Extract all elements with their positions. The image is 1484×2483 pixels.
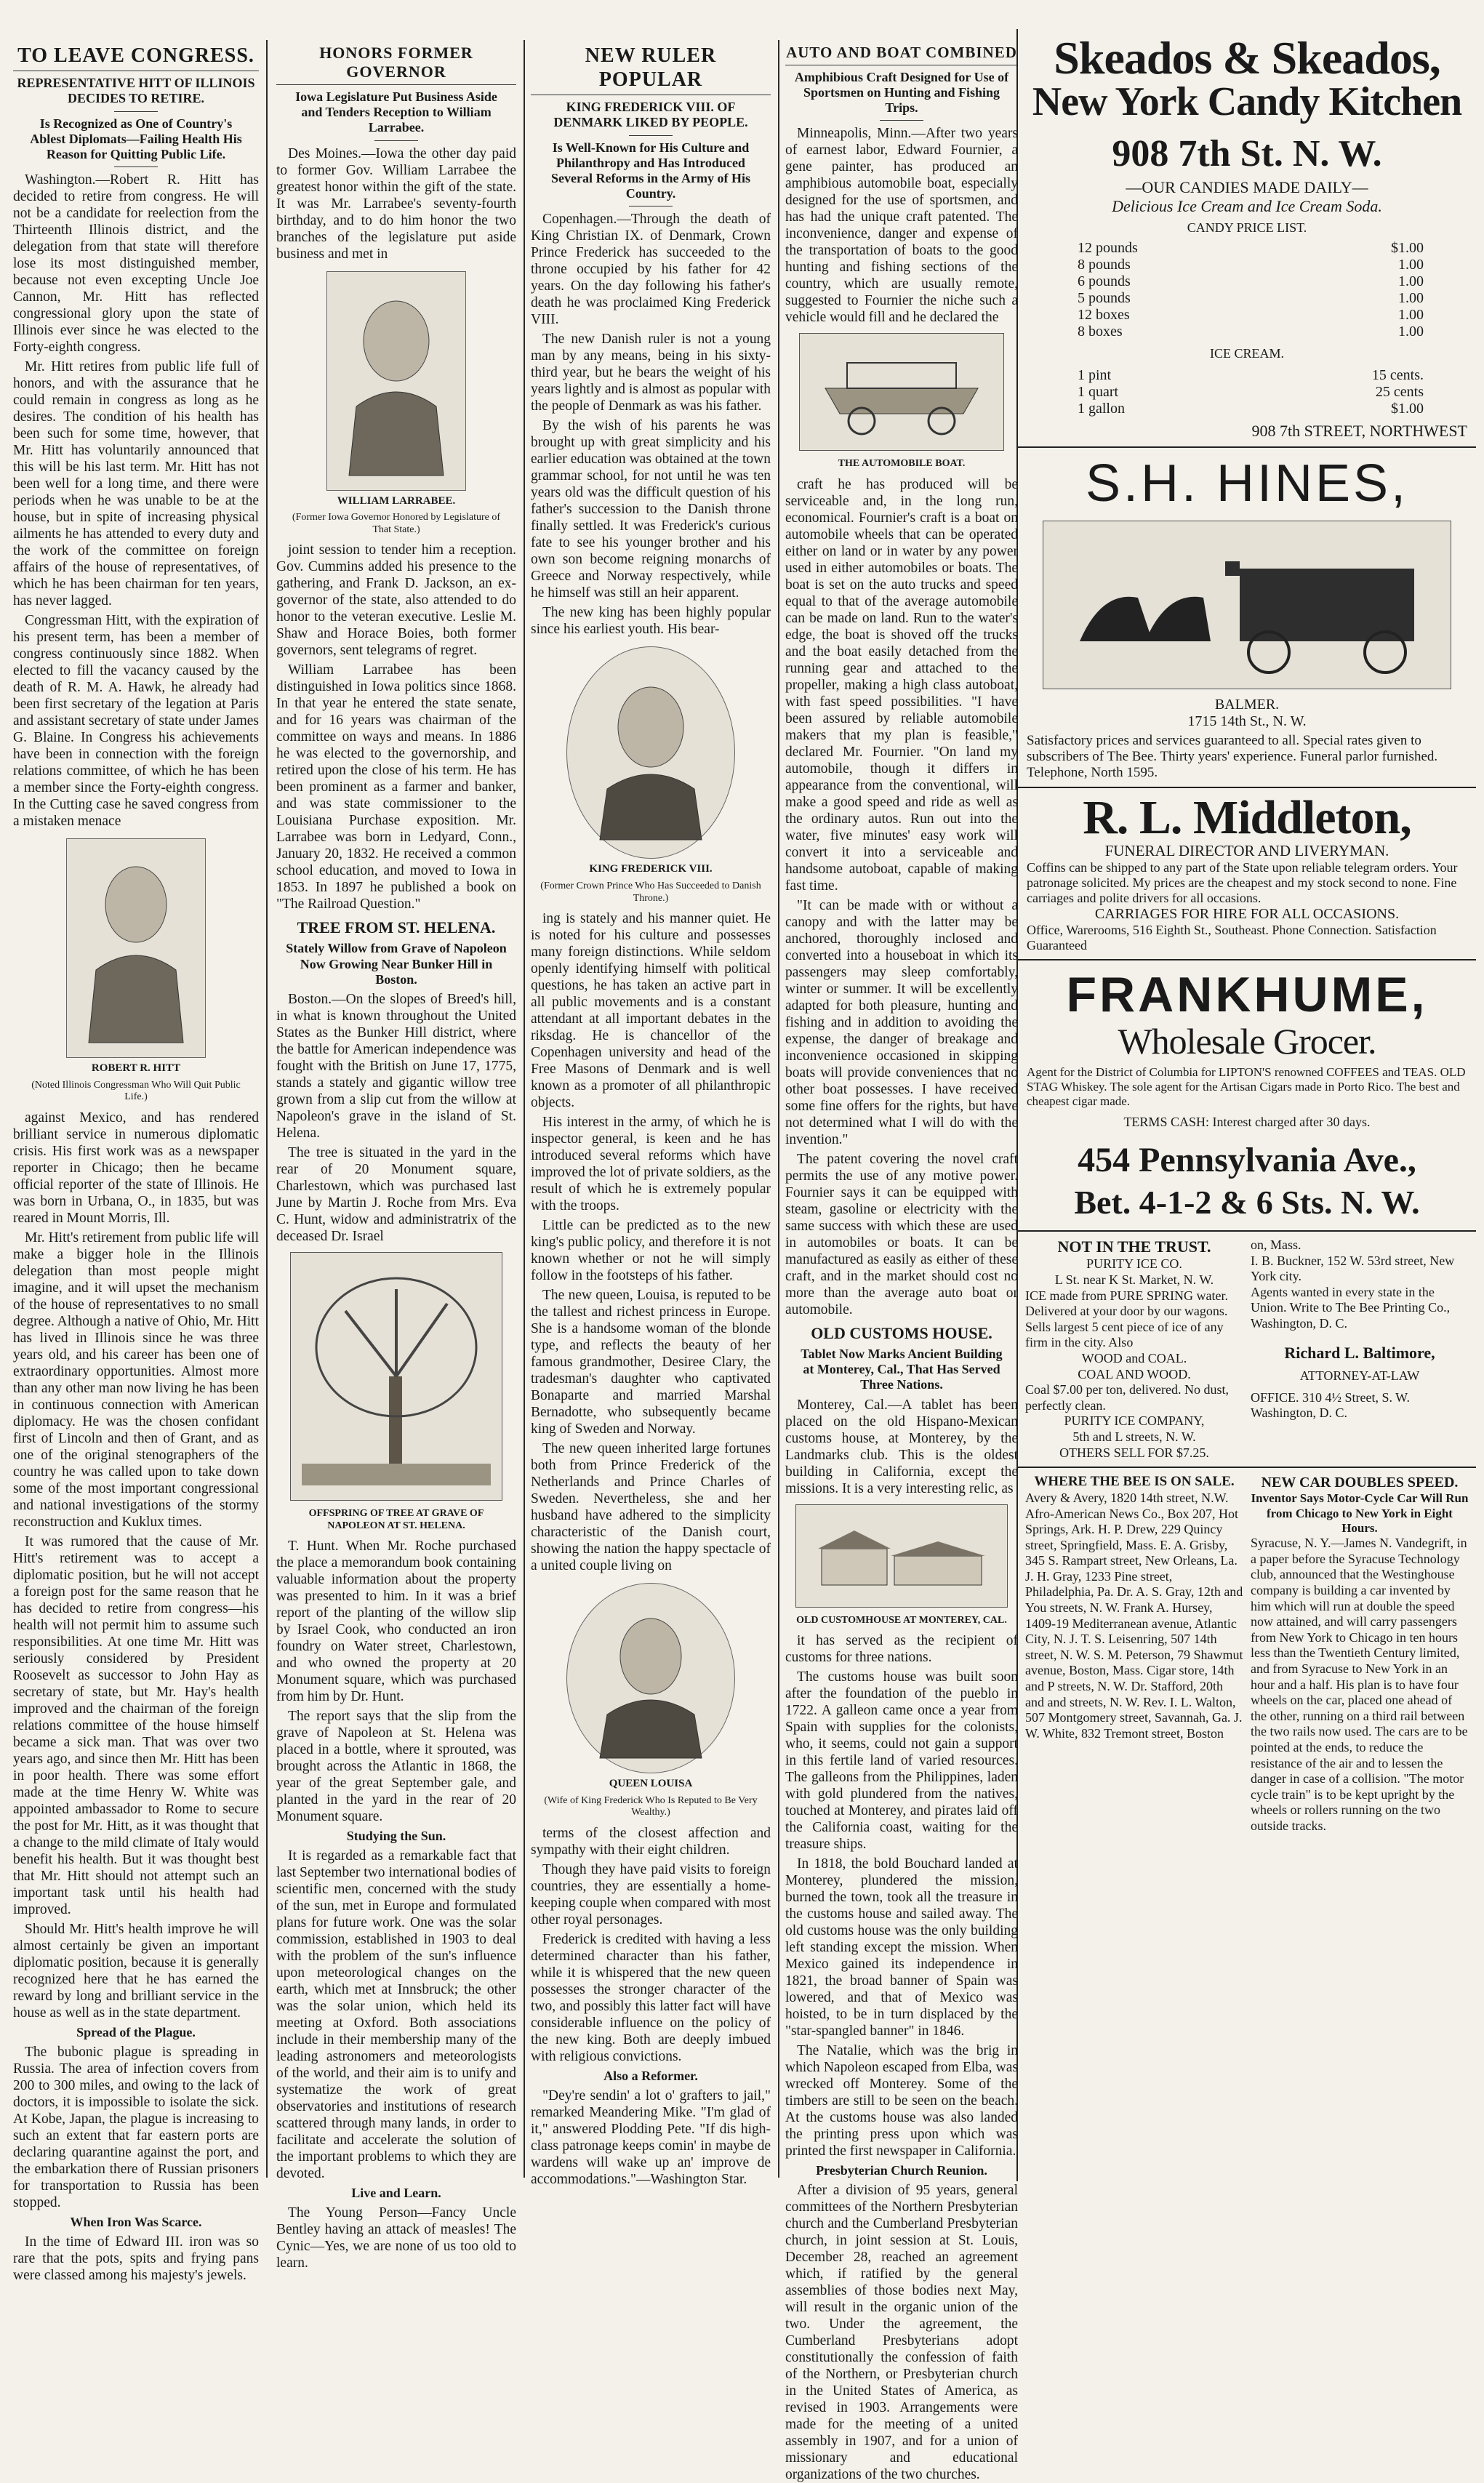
- column-autoboat: [785, 44, 1018, 2483]
- paragraph: Mr. Hitt retires from public life full of honors, and with the assurance that he could remain in congress as long as he desires. The condition of his health has been such for some time, however, that Mr. Hitt has voluntarily announced that this will be his last term. Mr. Hitt has not been well for a long time, and there were periods when he was unable to be at the house, but in spite of increasing physical ailments he has attended to every duty and the work of the committee on foreign affairs of the house of representatives, of which he has been chairman for ten years, has never lagged.: [13, 359, 259, 609]
- price-item: 1 pint: [1078, 367, 1112, 383]
- paragraph: Monterey, Cal.—A tablet has been placed on the old Hispano-Mexican customs house, at Monterey, by the Landmarks club. This is the oldest building in California, except the missions. It is a very interesting relic, as: [785, 1397, 1018, 1496]
- queen-portrait: [566, 1583, 735, 1773]
- price-row: [1027, 257, 1467, 273]
- customhouse-caption: OLD CUSTOMHOUSE AT MONTEREY, CAL.: [796, 1614, 1007, 1626]
- paragraph: In 1818, the bold Bouchard landed at Monterey, plundered the mission, burned the town, took all the treasure in the customs house and sailed away. The old customs house was the only building left standing except the mission. When Mexico gained its independence in 1821, the broad banner of Spain was lowered, and that of Mexico was hoisted, to be in turn displaced by the "star-spangled banner" in 1846.: [785, 1856, 1018, 2039]
- deck: Amphibious Craft Designed for Use of Sportsmen on Hunting and Fishing Trips.: [794, 69, 1009, 116]
- paragraph: Des Moines.—Iowa the other day paid to former Gov. William Larrabee the greatest honor within the gift of the state. It was Mr. Larrabee's seventy-fourth birthday, and to do him honor the two branches of the legislature put aside business and met in: [276, 145, 516, 262]
- paragraph: In the time of Edward III. iron was so rare that the pots, spits and frying pans were classed among his majesty's jewels.: [13, 2234, 259, 2284]
- ad-right-notices: [1251, 1238, 1469, 1461]
- middleton-sub: FUNERAL DIRECTOR AND LIVERYMAN.: [1104, 842, 1389, 859]
- portrait-caption: ROBERT R. HITT: [91, 1062, 181, 1075]
- column-rule: [266, 40, 268, 2178]
- price-item: 5 pounds: [1078, 290, 1131, 306]
- automobile-boat-illustration: [799, 333, 1004, 451]
- purity-others: OTHERS SELL FOR $7.25.: [1059, 1445, 1209, 1460]
- paragraph: The patent covering the novel craft permits the use of any motive power. Fournier says it can be equipped with steam, gasoline or electricity with the same success with which these are used in automobiles or boats. It can be manufactured as easily as either of these craft, and in the market should cost no more than the average auto boat or automobile.: [785, 1151, 1018, 1317]
- price-row: [1027, 290, 1467, 307]
- price-value: $1.00: [1391, 401, 1424, 417]
- purity-head: NOT IN THE TRUST.: [1057, 1238, 1211, 1256]
- paragraph: joint session to tender him a reception. Gov. Cummins added his presence to the gathering, and Frank D. Jackson, an ex-governor of the state, also attended to do honor to the veteran executive. Leslie M. Shaw and Horace Boies, both former governors, sent telegrams of regret.: [276, 542, 516, 659]
- purity-coal2: COAL AND WOOD.: [1078, 1366, 1191, 1381]
- ad-middleton: [1018, 788, 1476, 960]
- portrait-caption: KING FREDERICK VIII.: [589, 863, 713, 875]
- price-value: $1.00: [1391, 240, 1424, 256]
- price-item: 8 boxes: [1078, 324, 1123, 340]
- paragraph: The report says that the slip from the grave of Napoleon at St. Helena was placed in a bottle, where it sprouted, was brought across the Atlantic in 1868, the year of the great September gale, and planted in the yard in the rear of 20 Monument square.: [276, 1709, 516, 1825]
- paragraph: Though they have paid visits to foreign countries, they are essentially a home-keeping couple when compared with most other royal personages.: [531, 1861, 771, 1928]
- portrait-caption: QUEEN LOUISA: [609, 1778, 693, 1790]
- purity-address: L St. near K St. Market, N. W.: [1054, 1272, 1214, 1287]
- paragraph: The Natalie, which was the brig in which Napoleon escaped from Elba, was wrecked off Monterey. Some of the timbers are still to be seen on the beach. At the customs house was also landed the printing press upon which was printed the first newspaper in California.: [785, 2043, 1018, 2159]
- paragraph: The new king has been highly popular since his earliest youth. His bear-: [531, 605, 771, 638]
- price-value: 1.00: [1398, 324, 1424, 340]
- middleton-text: Coffins can be shipped to any part of the State upon reliable telegram orders. Your patronage solicited. My prices are the cheapest and my stock second to none. Fine carriages and polite drivers for all occasions.: [1027, 860, 1458, 905]
- car-text: Syracuse, N. Y.—James N. Vandegrift, in a paper before the Syracuse Technology club, announced that the Westinghouse company is building a car invented by him which will run at double the speed now attained, and will carry passengers from New York to Chicago in ten hours less than the Twentieth Century limited, and from Syracuse to New York in an hour and a half. His plan is to have four wheels on the car, placed one ahead of the other, running on a third rail between the two rails now used. The cars are to be pointed at the ends, to reduce the resistance of the air and to lessen the danger in case of a collision. "The motor cycle train" is to be kept upright by the wheels or rollers running on the two outside tracks.: [1251, 1536, 1468, 1833]
- paragraph: T. Hunt. When Mr. Roche purchased the place a memorandum book containing valuable information about the property was presented to him. In it was a brief report of the planting of the willow slip by Israel Cook, who conducted an iron foundry on Water street, Charlestown, and who owned the property at 20 Monument square, which was purchased from him by Dr. Hunt.: [276, 1539, 516, 1705]
- headline-leave-congress: TO LEAVE CONGRESS.: [13, 44, 259, 71]
- paragraph: ing is stately and his manner quiet. He is noted for his culture and possesses many foreign distinctions. While seldom openly identifying himself with political questions, he has taken an active part in all public movements and is a constant attendant at all important debates in the riksdag. He is chancellor of the Copenhagen university and head of the Free Masons of Denmark and is well known as a promoter of all philanthropic objects.: [531, 911, 771, 1111]
- car-head: NEW CAR DOUBLES SPEED.: [1261, 1475, 1459, 1491]
- deck: Tablet Now Marks Ancient Building at Monterey, Cal., That Has Served Three Nations.: [801, 1346, 1003, 1392]
- paragraph: "It can be made with or without a canopy and with the latter may be anchored, thoroughly inclosed and converted into a houseboat in which its passengers may sleep comfortably, winter or summer. It will be excellently adapted for both pleasure, hunting and fishing and in addition to avoiding the expense, the danger of breakage and inconvenience occasioned in skipping boats will provide conveniences that no other boat possesses. I have received some fine offers for the rights, but have not determined what I will do with the invention.": [785, 897, 1018, 1147]
- notice-text: Agents wanted in every state in the Union. Write to The Bee Printing Co., Washington, D. C.: [1251, 1284, 1451, 1331]
- middleton-name: R. L. Middleton,: [1083, 791, 1411, 844]
- subhead-reformer: Also a Reformer.: [603, 2068, 698, 2083]
- ad-hines: [1018, 448, 1476, 788]
- headline-tree: TREE FROM ST. HELENA.: [297, 918, 496, 937]
- subhead-plague: Spread of the Plague.: [76, 2024, 196, 2039]
- paragraph: Mr. Hitt's retirement from public life will make a bigger hole in the Illinois delegation than most people might imagine, and it will upset the mechanism of the house of representatives to no small degree. Although a native of Ohio, Mr. Hitt has lived in Illinois since he was three years old, and his career has been one of extraordinary opportunities. Almost more than any other man now living he has been in continuous connection with American diplomacy. He was the chosen confidant first of Lincoln and then of Grant, and as one of the original stenographers of the country he was called upon to take down some of the most important congressional and national investigations of the stormy reconstruction and Kuklux times.: [13, 1230, 259, 1530]
- middleton-carriages: CARRIAGES FOR HIRE FOR ALL OCCASIONS.: [1094, 906, 1400, 922]
- candy-name2: New York Candy Kitchen: [1032, 79, 1462, 124]
- hines-balmer: BALMER.: [1214, 697, 1280, 713]
- frankhume-text: Agent for the District of Columbia for LIPTON'S renowned COFFEES and TEAS. OLD STAG Whiskey. The sole agent for the Artisan Cigars made in Porto Rico. The best and cheapest cigar made.: [1027, 1065, 1466, 1108]
- column-rule: [524, 40, 525, 2178]
- notice-text: I. B. Buckner, 152 W. 53rd street, New York city.: [1251, 1253, 1455, 1284]
- paragraph: Boston.—On the slopes of Breed's hill, in what is known throughout the United States as the Bunker Hill district, where the battle for American independence was fought with the British on June 17, 1775, stands a stately and gigantic willow tree grown from a slip cut from the willow at Napoleon's grave in the island of St. Helena.: [276, 991, 516, 1141]
- icecream-head: ICE CREAM.: [1209, 346, 1284, 361]
- price-item: 8 pounds: [1078, 257, 1131, 273]
- ad-row-purity: [1018, 1232, 1476, 1468]
- candy-footer: 908 7th STREET, NORTHWEST: [1251, 422, 1467, 440]
- purity-address2: 5th and L streets, N. W.: [1072, 1429, 1196, 1444]
- boat-caption: THE AUTOMOBILE BOAT.: [838, 458, 966, 470]
- frankhume-address1: 454 Pennsylvania Ave.,: [1078, 1141, 1416, 1179]
- candy-name: Skeados & Skeados,: [1054, 32, 1440, 84]
- ad-row-bee: [1018, 1468, 1476, 1840]
- purity-name2: PURITY ICE COMPANY,: [1064, 1413, 1205, 1429]
- price-value: 1.00: [1398, 290, 1424, 306]
- purity-text: ICE made from PURE SPRING water. Delivered at your door by our wagons. Sells largest 5 cent piece of ice of any firm in the city. Also: [1025, 1288, 1228, 1350]
- price-item: 12 boxes: [1078, 307, 1130, 323]
- headline-customs-house: OLD CUSTOMS HOUSE.: [811, 1323, 992, 1342]
- paragraph: The new Danish ruler is not a young man by any means, being in his sixty-third year, but he bears the weight of his years lightly and is almost as popular with the people of Denmark as was his father.: [531, 332, 771, 414]
- paragraph: Little can be predicted as to the new king's public policy, and therefore it is not known whether or not he will simply follow in the footsteps of his father.: [531, 1218, 771, 1284]
- paragraph: "Dey're sendin' a lot o' grafters to jail," remarked Meandering Mike. "I'm glad of it," answered Plodding Pete. "If dis high-class patronage keeps comin' in maybe de wardens will wake up an' improve de accommodations."—Washington Star.: [531, 2088, 771, 2188]
- portrait-subcaption: (Wife of King Frederick Who Is Reputed to Be Very Wealthy.): [544, 1794, 758, 1818]
- icecream-price-list: [1027, 367, 1467, 417]
- purity-coal: WOOD and COAL.: [1081, 1350, 1187, 1365]
- paragraph: Congressman Hitt, with the expiration of his present term, has been a member of congress continuously since 1882. When elected to fill the vacancy caused by the death of R. M. A. Hawk, he already had been first secretary of the legation at Paris and assistant secretary of state under James G. Blaine. In Congress his achievements have been in connection with the foreign relations committee, of which he has been a member since the Forty-eighth congress. In the Cutting case he saved congress from a mistaken menace: [13, 613, 259, 830]
- hearse-illustration: [1043, 521, 1451, 689]
- baltimore-office: OFFICE. 310 4½ Street, S. W. Washington, D. C.: [1251, 1389, 1411, 1421]
- price-row: [1027, 384, 1467, 401]
- paragraph: It is regarded as a remarkable fact that last September two international bodies of scientific men, concerned with the study of the sun, met in Europe and formulated plans for future work. One was the solar commission, established in 1903 to deal with the problem of the sun's influence upon meteorological changes on the earth, which met at Innsbruck; the other was the solar union, which held its meeting at Oxford. Both associations include in their membership many of the leading astronomers and meteorologists of the world, and their aim is to unify and systematize the work of great observatories and institutions of research scattered through many lands, in order to facilitate and accelerate the solution of the important problems to which they are devoted.: [276, 1848, 516, 2182]
- candy-tagline: Delicious Ice Cream and Ice Cream Soda.: [1112, 197, 1382, 215]
- bee-head: WHERE THE BEE IS ON SALE.: [1034, 1474, 1235, 1490]
- ad-candy-kitchen: [1018, 29, 1476, 448]
- price-item: 12 pounds: [1078, 240, 1138, 256]
- bee-sale-list: [1025, 1474, 1243, 1834]
- headline-auto-boat: AUTO AND BOAT COMBINED: [785, 44, 1018, 65]
- candy-daily: —OUR CANDIES MADE DAILY—: [1126, 178, 1368, 196]
- frederick-portrait: [566, 646, 735, 859]
- hines-text: Satisfactory prices and services guaranteed to all. Special rates given to subscribers of The Bee. Thirty years' experience. Funeral parlor furnished. Telephone, North 1595.: [1027, 733, 1438, 780]
- hines-name: S.H. HINES,: [1085, 454, 1409, 513]
- portrait-subcaption: (Former Crown Prince Who Has Succeeded to Danish Throne.): [540, 881, 761, 904]
- ad-purity: [1025, 1238, 1243, 1461]
- ad-frankhume: [1018, 960, 1476, 1232]
- paragraph: terms of the closest affection and sympathy with their eight children.: [531, 1825, 771, 1858]
- column-frederick: [531, 44, 771, 2188]
- column-larrabee: [276, 44, 516, 2271]
- divider: [114, 111, 158, 112]
- deck: REPRESENTATIVE HITT OF ILLINOIS DECIDES TO RETIRE.: [17, 76, 255, 106]
- portrait-subcaption: (Former Iowa Governor Honored by Legislature of That State.): [292, 512, 501, 535]
- price-row: [1027, 273, 1467, 290]
- price-value: 1.00: [1398, 307, 1424, 323]
- subhead-iron: When Iron Was Scarce.: [70, 2215, 202, 2230]
- column-hitt: [13, 44, 259, 2284]
- larrabee-portrait: [326, 271, 466, 491]
- deck: Is Well-Known for His Culture and Philanthropy and Has Introduced Several Reforms in the Army of His Country.: [551, 140, 750, 201]
- price-value: 25 cents: [1375, 384, 1424, 400]
- price-value: 1.00: [1398, 273, 1424, 289]
- price-value: 1.00: [1398, 257, 1424, 273]
- divider: [880, 120, 923, 121]
- frankhume-sub: Wholesale Grocer.: [1118, 1021, 1376, 1062]
- paragraph: it has served as the recipient of customs for three nations.: [785, 1633, 1018, 1666]
- deck: Stately Willow from Grave of Napoleon Now Growing Near Bunker Hill in Boston.: [286, 941, 507, 987]
- divider: [629, 135, 673, 136]
- baltimore-title: ATTORNEY-AT-LAW: [1299, 1368, 1420, 1383]
- notice-text: on, Mass.: [1251, 1238, 1301, 1252]
- paragraph: The new queen, Louisa, is reputed to be the tallest and richest princess in Europe. She is a handsome woman of the blonde type, and reflects the beauty of her famous grandmother, Desiree Clary, the tradesman's daughter who captivated Bonaparte and married Marshal Bernadotte, who subsequently became king of Sweden and Norway.: [531, 1288, 771, 1437]
- paragraph: Minneapolis, Minn.—After two years of earnest labor, Edward Fournier, a gene painter, has produced an amphibious automobile boat, especially designed for the use of sportsmen, and has had the unique craft patented. The inconvenience, danger and expense of the transportation of boats to the good hunting and fishing sections of the country, which are usually remote, suggested to Fournier the niche such a vehicle would fill and he declared the: [785, 126, 1018, 326]
- price-row: [1027, 324, 1467, 340]
- hitt-portrait: [66, 838, 206, 1058]
- hines-address: 1715 14th St., N. W.: [1187, 713, 1307, 729]
- frankhume-name: FRANKHUME,: [1066, 967, 1428, 1022]
- willow-tree-illustration: [290, 1252, 502, 1501]
- purity-coal-text: Coal $7.00 per ton, delivered. No dust, perfectly clean.: [1025, 1382, 1229, 1413]
- price-row: [1027, 307, 1467, 324]
- subhead-presbyterian: Presbyterian Church Reunion.: [816, 2163, 987, 2178]
- deck: KING FREDERICK VIII. OF DENMARK LIKED BY PEOPLE.: [553, 100, 748, 130]
- customhouse-illustration: [795, 1504, 1008, 1608]
- price-item: 1 quart: [1078, 384, 1119, 400]
- paragraph: Washington.—Robert R. Hitt has decided to retire from congress. He will not be a candidate for reelection from the Thirteenth Illinois district, and the delegation from that state will therefore lose its most distinguished member, because not even excepting Uncle Joe Cannon, Mr. Hitt has reflected congressional glory upon the state of Illinois ever since he was elected to the Forty-eighth congress.: [13, 172, 259, 356]
- paragraph: The Young Person—Fancy Uncle Bentley having an attack of measles! The Cynic—Yes, we are none of us too old to learn.: [276, 2205, 516, 2271]
- paragraph: His interest in the army, of which he is inspector general, is keen and he has introduced several reforms which have improved the lot of private soldiers, as the result of which he is extremely popular with the troops.: [531, 1115, 771, 1214]
- baltimore-name: Richard L. Baltimore,: [1284, 1343, 1435, 1362]
- paragraph: It was rumored that the cause of Mr. Hitt's retirement was to accept a diplomatic position, but he will not accept a foreign post for the same reason that he has decided to retire from congress—his health will not permit him to assume such responsibilities. At one time Mr. Hitt was seriously considered by President Roosevelt as successor to John Hay as secretary of state, but Mr. Hay's health improved and the chairman of the foreign relations committee of the house himself became a sick man. That was over two years ago, and since then Mr. Hitt has been in poor health. There was some effort made at the time Henry W. White was appointed ambassador to Rome to secure the post for Mr. Hitt, as it was thought that a change to the mild climate of Italy would benefit his health. But it was thought best that Mr. Hitt should not attempt such an important task until his health had improved.: [13, 1533, 259, 1917]
- price-row: [1027, 367, 1467, 384]
- headline-honors-governor: HONORS FORMER GOVERNOR: [276, 44, 516, 85]
- paragraph: Copenhagen.—Through the death of King Christian IX. of Denmark, Crown Prince Frederick has succeeded to the throne occupied by his father for 42 years. On the day following his father's death he was proclaimed King Frederick VIII.: [531, 212, 771, 328]
- subhead-live-learn: Live and Learn.: [351, 2186, 441, 2201]
- paragraph: Should Mr. Hitt's health improve he will almost certainly be given an important diplomatic position, because it is generally recognized here that he has earned the reward by long and brilliant service in the house as well as in the state department.: [13, 1921, 259, 2021]
- candy-pricelist: CANDY PRICE LIST.: [1187, 220, 1307, 235]
- paragraph: After a division of 95 years, general committees of the Northern Presbyterian church and the Cumberland Presbyterian church, in joint session at St. Louis, December 28, reached an agreement which, if ratified by the general assemblies of those bodies next May, will result in the organic union of the two. Under the agreement, the Cumberland Presbyterians adopt constitutionally the confession of faith of the Northern, or Presbyterian church in the United States of America, as revised in 1903. Arrangements were made for the meeting of a united assembly in 1907, and for a union of missionary and educational organizations of the two churches.: [785, 2183, 1018, 2483]
- frankhume-terms: TERMS CASH: Interest charged after 30 days.: [1123, 1115, 1371, 1129]
- candy-address: 908 7th St. N. W.: [1112, 133, 1382, 175]
- tree-caption: OFFSPRING OF TREE AT GRAVE OF NAPOLEON AT ST. HELENA.: [308, 1507, 484, 1531]
- paragraph: The tree is situated in the yard in the rear of 20 Monument square, Charlestown, which was purchased last June by Martin J. Roche from Mrs. Eva C. Hunt, widow and administratrix of the deceased Dr. Israel: [276, 1144, 516, 1244]
- middleton-office: Office, Warerooms, 516 Eighth St., Southeast. Phone Connection. Satisfaction Guaranteed: [1027, 923, 1437, 952]
- divider: [374, 140, 418, 141]
- paragraph: The bubonic plague is spreading in Russia. The area of infection covers from 200 to 300 miles, and owing to the lack of doctors, it is impossible to isolate the sick. At Kobe, Japan, the plague is increasing to such an extent that far eastern ports are declaring quarantine against the port, and the embarkation there of Russian prisoners for transportation to Russia has been stopped.: [13, 2045, 259, 2211]
- candy-price-list: [1027, 240, 1467, 340]
- advertisements-column: [1016, 29, 1476, 2181]
- paragraph: The customs house was built soon after the foundation of the pueblo in 1722. A galleon came once a year from Spain with supplies for the colonists, who, it seems, could not gain a support in this fertile land of varied resources. The galleons from the Philippines, laden with gold plundered from the natives, touched at Monterey, and pirates laid off the California coast, waiting for the treasure ships.: [785, 1669, 1018, 1853]
- price-row: [1027, 240, 1467, 257]
- paragraph: Frederick is credited with having a less determined character than his father, while it is whispered that the new queen possesses the stronger character of the two, and possibly this latter fact will have considerable influence on the policy of the new king. Both are deeply imbued with religious convictions.: [531, 1931, 771, 2064]
- price-item: 6 pounds: [1078, 273, 1131, 289]
- price-value: 15 cents.: [1371, 367, 1424, 383]
- price-row: [1027, 401, 1467, 417]
- portrait-subcaption: (Noted Illinois Congressman Who Will Quit Public Life.): [31, 1079, 241, 1103]
- price-item: 1 gallon: [1078, 401, 1125, 417]
- paragraph: William Larrabee has been distinguished in Iowa politics since 1868. In that year he entered the state senate, and for 16 years was chairman of the committee on ways and means. In 1886 he was elected to the governorship, and retired upon the close of his term. He has been prominent as a farmer and banker, and was state commissioner to the Louisiana Purchase exposition. Mr. Larrabee was born in Ledyard, Conn., January 20, 1832. He received a common school education, and moved to Iowa in 1853. In 1897 he published a book on "The Railroad Question.": [276, 662, 516, 912]
- car-deck: Inventor Says Motor-Cycle Car Will Run from Chicago to New York in Eight Hours.: [1251, 1491, 1469, 1535]
- subhead-sun: Studying the Sun.: [346, 1829, 446, 1844]
- purity-name: PURITY ICE CO.: [1086, 1256, 1182, 1272]
- headline-new-ruler: NEW RULER POPULAR: [531, 44, 771, 95]
- portrait-caption: WILLIAM LARRABEE.: [337, 494, 456, 507]
- deck: Iowa Legislature Put Business Aside and Tenders Reception to William Larrabee.: [295, 89, 497, 135]
- article-new-car: [1251, 1474, 1469, 1834]
- paragraph: craft he has produced will be serviceable and, in the long run, economical. Fournier's craft is a boat on automobile wheels that can be operated either on land or in water by any power used in either automobiles or boats. The boat is set on the auto trucks and speed equal to that of the average automobile can be made on land. Run to the water's edge, the boat is shoved off the trucks and the boat easily detached from the running gear and attached to the propeller, making a high class autoboat, with fast speed possibilities. "I have been assured by reliable automobile makers that my plan is feasible," declared Mr. Fournier. "On land my automobile, though it differs in appearance from the conventional, will make a good speed and ride as well as the ordinary autos. Run out into the water, five minutes' easy work will convert it into a serviceable and handsome autoboat, capable of making fast time.: [785, 476, 1018, 894]
- paragraph: The new queen inherited large fortunes both from Prince Frederick of the Netherlands and Prince Charles of Sweden. Nevertheless, she and her husband have adhered to the simplicity characteristic of the Danish court, showing the nation the happy spectacle of a united couple living on: [531, 1441, 771, 1574]
- deck: Is Recognized as One of Country's Ablest Diplomats—Failing Health His Reason for Quitting Public Life.: [30, 116, 242, 161]
- column-rule: [778, 40, 779, 2178]
- paragraph: against Mexico, and has rendered brilliant service in numerous diplomatic crisis. His first work was as a newspaper reporter in Chicago; then he became official reporter of the state of Illinois. He was born in Urbana, O., in 1835, but was reared in Mount Morris, Ill.: [13, 1110, 259, 1226]
- frankhume-address2: Bet. 4-1-2 & 6 Sts. N. W.: [1074, 1184, 1420, 1221]
- paragraph: By the wish of his parents he was brought up with great simplicity and his earlier education was obtained at the town grammar school, for not until he was ten years old was the difficult question of his father's succession to the Danish throne finally settled. It was Frederick's curious fate to see his younger brother and his own son become reigning monarchs of Greece and Norway respectively, while he himself was still an heir apparent.: [531, 418, 771, 601]
- bee-list: Avery & Avery, 1820 14th street, N.W. Afro-American News Co., Box 207, Hot Springs, Ark. H. P. Drew, 229 Quincy street, Springfield, Mass. E. A. Grisby, 345 S. Rampart street, New Orleans, La. J. H. Gray, 1233 Pine street, Philadelphia, Pa. Dr. A. S. Gray, 12th and You streets, N. W. Frank A. Hursey, 1409-19 Mediterranean avenue, Atlantic City, N. J. T. S. Leisenring, 507 14th street, N. W. S. M. Peterson, 79 Shawmut avenue, Boston, Mass. Cigar store, 14th and P streets, N. W. Dr. Stafford, 20th and and streets, N. W. Rev. I. L. Walton, 507 Montgomery street, Savannah, Ga. J. W. White, 832 Tremont street, Boston: [1025, 1490, 1243, 1741]
